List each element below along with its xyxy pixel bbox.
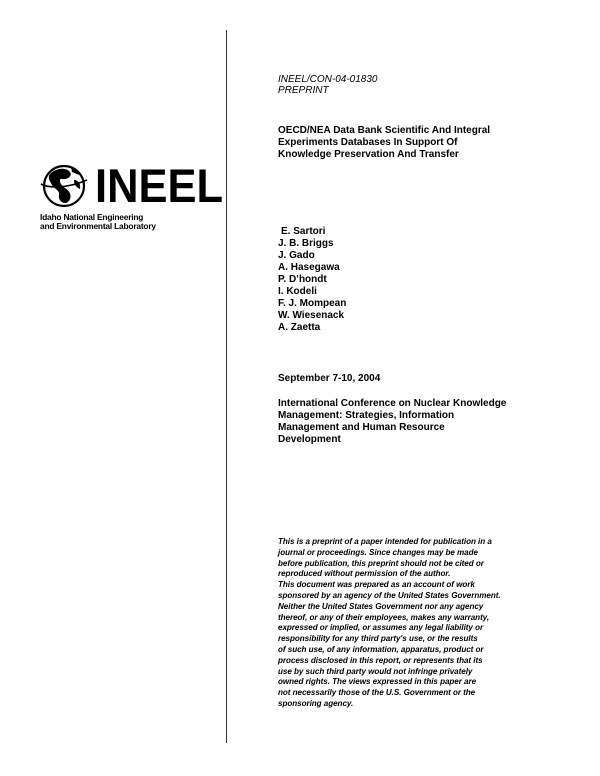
author: F. J. Mompean [278,298,347,309]
author: A. Zaetta [278,322,321,333]
disclaimer-line: of such use, of any information, apparatus, product or [278,644,484,654]
ineel-wordmark: INEEL [95,159,223,210]
conference-line: International Conference on Nuclear Knowledge [278,398,507,409]
document-status: PREPRINT [278,85,329,96]
document-id: INEEL/CON-04-01830 [278,74,378,85]
logo-subtitle-line2: and Environmental Laboratory [40,221,156,231]
disclaimer-line: not necessarily those of the U.S. Government or the [278,688,476,698]
disclaimer-line: owned rights. The views expressed in this paper are [278,677,477,687]
disclaimer-line: journal or proceedings. Since changes may be made [278,547,478,557]
disclaimer-line: thereof, or any of their employees, makes any warranty, [278,612,490,622]
disclaimer-line: responsibility for any third party's use, or the results [278,634,478,644]
disclaimer-line: reproduced without permission of the author. [278,569,451,579]
disclaimer-line: expressed or implied, or assumes any legal liability or [278,623,484,633]
disclaimer-line: before publication, this preprint should not be cited or [278,558,484,568]
disclaimer-line: process disclosed in this report, or represents that its [278,655,483,665]
disclaimer-notice [278,537,556,710]
globe-logo-icon [40,158,226,210]
author: J. Gado [278,250,315,261]
vertical-divider-line [226,30,227,743]
author: P. D’hondt [278,274,327,285]
document-id-block [278,74,560,96]
title-line: Experiments Databases In Support Of [278,137,458,148]
author: J. B. Briggs [278,238,334,249]
author: A. Hasegawa [278,262,340,273]
logo-subtitle-line1: Idaho National Engineering [40,212,144,222]
disclaimer-line: sponsored by an agency of the United States Government. [278,590,501,600]
disclaimer-line: This document was prepared as an account of work [278,580,475,590]
conference-line: Management: Strategies, Information [278,410,455,421]
author: W. Wiesenack [278,310,345,321]
logo-subtitle [40,213,156,231]
ineel-logo [40,158,226,238]
paper-title [278,125,560,161]
author: I. Kodeli [278,286,317,297]
disclaimer-line: This is a preprint of a paper intended for publication in a [278,537,492,546]
conference-line: Development [278,434,341,445]
disclaimer-line: Neither the United States Government nor any agency [278,601,484,611]
title-line: OECD/NEA Data Bank Scientific And Integral [278,125,491,136]
disclaimer-line: sponsoring agency. [278,698,354,708]
author: E. Sartori [281,226,326,237]
conference-name [278,398,560,446]
author-list [278,226,560,334]
title-line: Knowledge Preservation And Transfer [278,149,459,160]
conference-line: Management and Human Resource [278,422,445,433]
conference-date: September 7-10, 2004 [278,373,381,384]
disclaimer-line: use by such third party would not infringe privately [278,666,473,676]
